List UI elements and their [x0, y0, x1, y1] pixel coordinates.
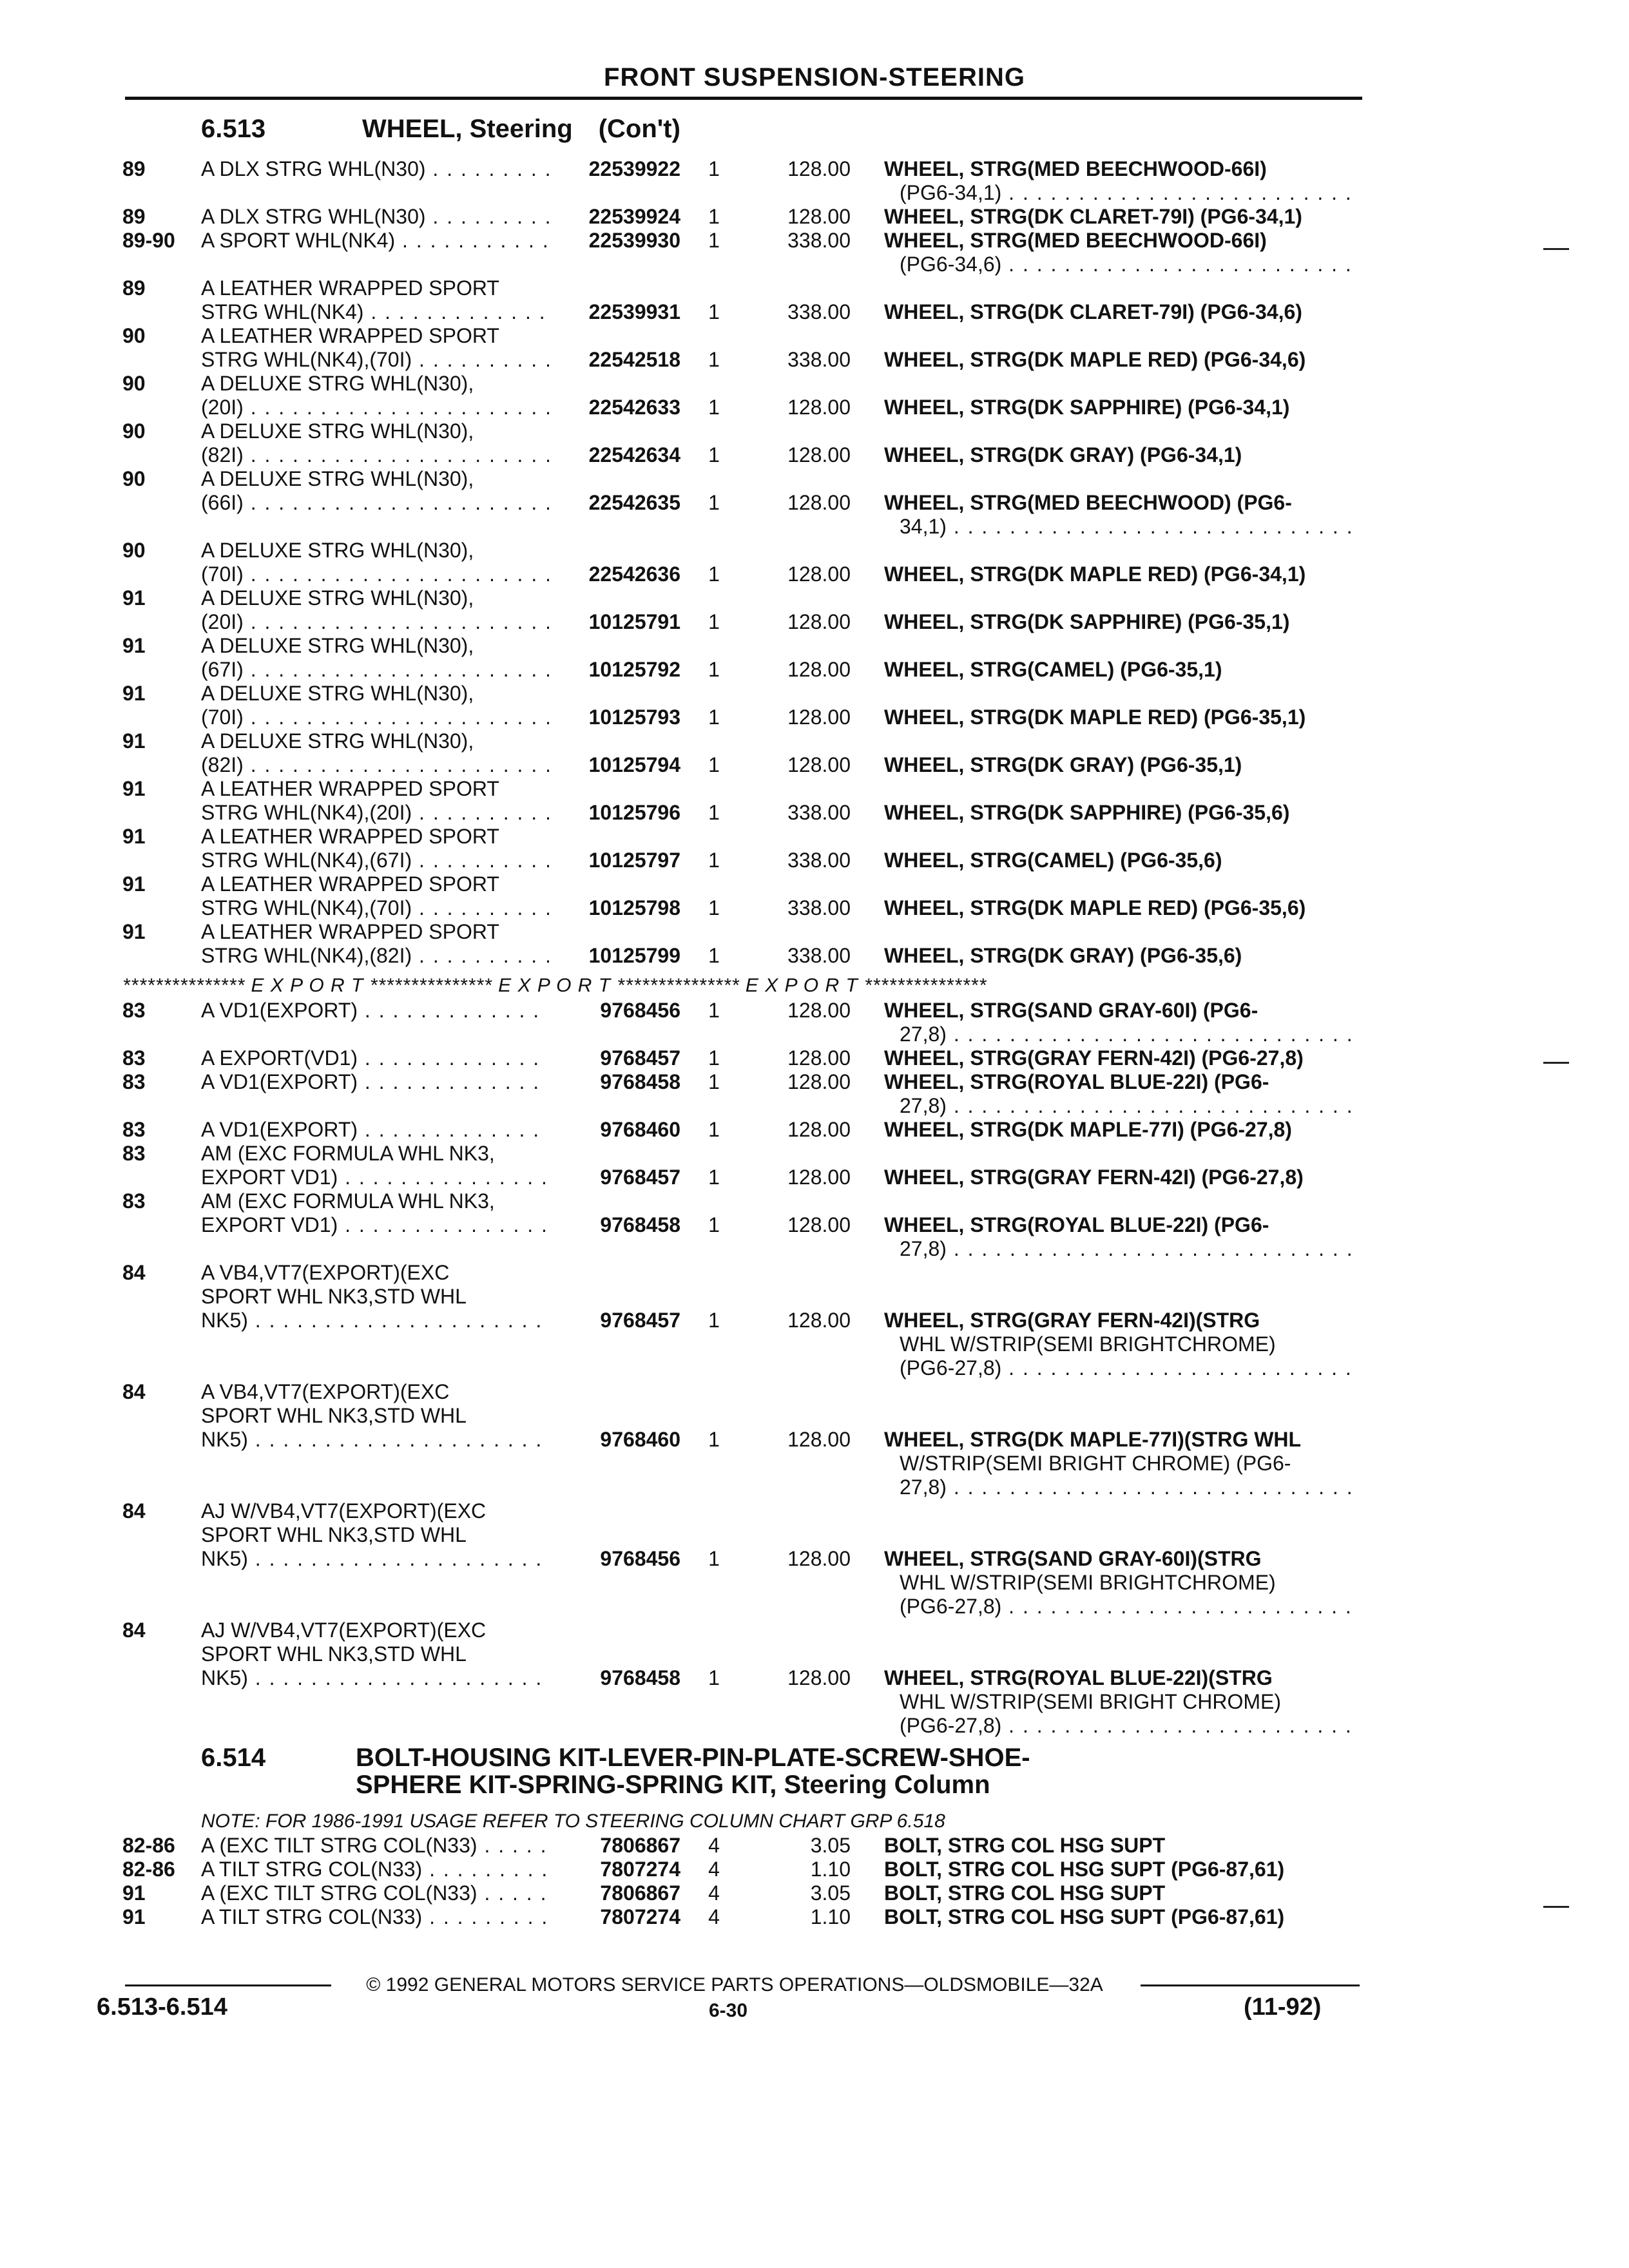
quantity: 1 — [708, 1666, 720, 1689]
price: 338.00 — [787, 229, 851, 252]
usage-description: A VB4,VT7(EXPORT)(EXC — [201, 1380, 450, 1403]
model-year: 84 — [122, 1380, 146, 1403]
model-year: 91 — [122, 920, 146, 943]
price: 338.00 — [787, 896, 851, 919]
price: 128.00 — [787, 562, 851, 586]
quantity: 1 — [708, 562, 720, 586]
copyright: © 1992 GENERAL MOTORS SERVICE PARTS OPERATIONS—OLDSMOBILE—32A — [366, 1974, 1103, 1995]
usage-description: (66I) . . . — [201, 491, 549, 514]
model-year: 91 — [122, 1905, 146, 1928]
part-number: 10125796 — [588, 801, 680, 824]
model-year: 84 — [122, 1261, 146, 1284]
section-number: 6.513 — [201, 115, 266, 143]
usage-description: (82I) . . . — [201, 443, 549, 466]
price: 128.00 — [787, 658, 851, 681]
quantity: 1 — [708, 491, 720, 514]
model-year: 91 — [122, 777, 146, 800]
part-name: (PG6-27,8) . . . — [900, 1356, 1354, 1379]
usage-description: AJ W/VB4,VT7(EXPORT)(EXC — [201, 1499, 487, 1523]
export-banner: *************** E X P O R T *************** E X P O R T *************** E X P O R T *************** — [122, 975, 987, 996]
price: 338.00 — [787, 944, 851, 967]
usage-description: NK5) . . . — [201, 1666, 549, 1689]
usage-description: STRG WHL(NK4),(67I) . . . — [201, 849, 549, 872]
part-number: 7807274 — [600, 1905, 680, 1928]
model-year: 83 — [122, 1118, 146, 1141]
quantity: 1 — [708, 753, 720, 776]
footer-rule-right — [1141, 1984, 1360, 1986]
quantity: 1 — [708, 157, 720, 180]
part-number: 10125793 — [588, 706, 680, 729]
price: 128.00 — [787, 443, 851, 466]
usage-description: A TILT STRG COL(N33) . . . — [201, 1858, 549, 1881]
price: 128.00 — [787, 1547, 851, 1570]
usage-description: A LEATHER WRAPPED SPORT — [201, 825, 499, 848]
usage-description: A DELUXE STRG WHL(N30), — [201, 634, 474, 657]
part-name: WHEEL, STRG(CAMEL) (PG6-35,1) — [884, 658, 1222, 681]
usage-description: SPORT WHL NK3,STD WHL — [201, 1404, 467, 1427]
model-year: 91 — [122, 825, 146, 848]
model-year: 82-86 — [122, 1858, 175, 1881]
part-number: 10125799 — [588, 944, 680, 967]
part-name: 27,8) . . . — [900, 1237, 1354, 1260]
usage-description: A DELUXE STRG WHL(N30), — [201, 729, 474, 753]
usage-note: NOTE: FOR 1986-1991 USAGE REFER TO STEERING COLUMN CHART GRP 6.518 — [201, 1811, 945, 1832]
usage-description: A EXPORT(VD1) . . . — [201, 1046, 549, 1070]
part-number: 9768457 — [600, 1166, 680, 1189]
part-name: WHL W/STRIP(SEMI BRIGHTCHROME) — [900, 1332, 1276, 1356]
usage-description: NK5) . . . — [201, 1428, 549, 1451]
section-title-line1: BOLT-HOUSING KIT-LEVER-PIN-PLATE-SCREW-SHOE- — [356, 1744, 1030, 1772]
price: 128.00 — [787, 753, 851, 776]
usage-description: A LEATHER WRAPPED SPORT — [201, 276, 499, 300]
part-name: BOLT, STRG COL HSG SUPT — [884, 1834, 1166, 1857]
quantity: 1 — [708, 300, 720, 323]
model-year: 89 — [122, 157, 146, 180]
price: 128.00 — [787, 1428, 851, 1451]
model-year: 84 — [122, 1499, 146, 1523]
price: 128.00 — [787, 1046, 851, 1070]
usage-description: A LEATHER WRAPPED SPORT — [201, 324, 499, 347]
part-number: 9768458 — [600, 1666, 680, 1689]
price: 128.00 — [787, 205, 851, 228]
header-rule — [125, 97, 1362, 100]
usage-description: (20I) . . . — [201, 396, 549, 419]
part-name: WHEEL, STRG(DK MAPLE RED) (PG6-35,6) — [884, 896, 1306, 919]
part-name: WHEEL, STRG(DK SAPPHIRE) (PG6-34,1) — [884, 396, 1290, 419]
quantity: 1 — [708, 1166, 720, 1189]
usage-description: STRG WHL(NK4),(70I) . . . — [201, 896, 549, 919]
price: 338.00 — [787, 849, 851, 872]
part-name: BOLT, STRG COL HSG SUPT (PG6-87,61) — [884, 1858, 1285, 1881]
usage-description: A VD1(EXPORT) . . . — [201, 1070, 549, 1093]
model-year: 83 — [122, 1046, 146, 1070]
part-name: 27,8) . . . — [900, 1094, 1354, 1117]
model-year: 91 — [122, 1881, 146, 1905]
price: 3.05 — [810, 1881, 851, 1905]
part-number: 7807274 — [600, 1858, 680, 1881]
part-name: WHEEL, STRG(DK GRAY) (PG6-34,1) — [884, 443, 1242, 466]
part-name: WHEEL, STRG(DK MAPLE RED) (PG6-34,6) — [884, 348, 1306, 371]
part-name: BOLT, STRG COL HSG SUPT — [884, 1881, 1166, 1905]
usage-description: SPORT WHL NK3,STD WHL — [201, 1642, 467, 1666]
quantity: 4 — [708, 1881, 720, 1905]
part-name: WHEEL, STRG(ROYAL BLUE-22I)(STRG — [884, 1666, 1273, 1689]
price: 128.00 — [787, 396, 851, 419]
part-number: 9768460 — [600, 1428, 680, 1451]
model-year: 82-86 — [122, 1834, 175, 1857]
part-number: 9768456 — [600, 1547, 680, 1570]
part-name: WHEEL, STRG(DK CLARET-79I) (PG6-34,1) — [884, 205, 1302, 228]
model-year: 84 — [122, 1619, 146, 1642]
section-number: 6.514 — [201, 1744, 266, 1772]
quantity: 1 — [708, 801, 720, 824]
page-title: FRONT SUSPENSION-STEERING — [604, 63, 1025, 91]
price: 1.10 — [810, 1905, 851, 1928]
part-number: 9768458 — [600, 1213, 680, 1236]
section-6514-heading — [201, 1744, 1030, 1772]
quantity: 4 — [708, 1834, 720, 1857]
quantity: 1 — [708, 849, 720, 872]
model-year: 83 — [122, 999, 146, 1022]
section-6513-heading — [201, 115, 680, 144]
margin-mark — [1543, 1906, 1569, 1908]
price: 128.00 — [787, 1213, 851, 1236]
model-year: 90 — [122, 539, 146, 562]
usage-description: SPORT WHL NK3,STD WHL — [201, 1285, 467, 1308]
usage-description: A VD1(EXPORT) . . . — [201, 999, 549, 1022]
part-name: WHEEL, STRG(MED BEECHWOOD-66I) — [884, 157, 1267, 180]
usage-description: A DLX STRG WHL(N30) . . . — [201, 157, 549, 180]
model-year: 90 — [122, 372, 146, 395]
part-number: 9768458 — [600, 1070, 680, 1093]
usage-description: SPORT WHL NK3,STD WHL — [201, 1523, 467, 1546]
model-year: 90 — [122, 467, 146, 490]
usage-description: A DELUXE STRG WHL(N30), — [201, 539, 474, 562]
part-name: (PG6-34,6) . . . — [900, 253, 1354, 276]
price: 128.00 — [787, 491, 851, 514]
usage-description: A (EXC TILT STRG COL(N33) . . . — [201, 1834, 549, 1857]
part-name: (PG6-27,8) . . . — [900, 1595, 1354, 1618]
part-name: WHEEL, STRG(DK MAPLE-77I)(STRG WHL — [884, 1428, 1302, 1451]
model-year: 91 — [122, 729, 146, 753]
part-name: WHEEL, STRG(ROYAL BLUE-22I) (PG6- — [884, 1213, 1269, 1236]
part-number: 10125797 — [588, 849, 680, 872]
usage-description: A DELUXE STRG WHL(N30), — [201, 419, 474, 443]
usage-description: (20I) . . . — [201, 610, 549, 633]
part-number: 9768460 — [600, 1118, 680, 1141]
part-name: WHEEL, STRG(ROYAL BLUE-22I) (PG6- — [884, 1070, 1269, 1093]
quantity: 1 — [708, 944, 720, 967]
part-number: 7806867 — [600, 1881, 680, 1905]
part-name: WHEEL, STRG(CAMEL) (PG6-35,6) — [884, 849, 1222, 872]
part-number: 9768456 — [600, 999, 680, 1022]
part-name: WHEEL, STRG(DK MAPLE RED) (PG6-34,1) — [884, 562, 1306, 586]
part-name: WHL W/STRIP(SEMI BRIGHT CHROME) — [900, 1690, 1281, 1713]
usage-description: STRG WHL(NK4),(70I) . . . — [201, 348, 549, 371]
usage-description: NK5) . . . — [201, 1309, 549, 1332]
usage-description: AM (EXC FORMULA WHL NK3, — [201, 1142, 495, 1165]
quantity: 1 — [708, 896, 720, 919]
price: 128.00 — [787, 1666, 851, 1689]
price: 128.00 — [787, 157, 851, 180]
part-number: 22542635 — [588, 491, 680, 514]
part-name: (PG6-27,8) . . . — [900, 1714, 1354, 1737]
part-name: W/STRIP(SEMI BRIGHT CHROME) (PG6- — [900, 1452, 1291, 1475]
footer-section-range: 6.513-6.514 — [97, 1994, 227, 2021]
quantity: 1 — [708, 658, 720, 681]
part-name: WHEEL, STRG(DK GRAY) (PG6-35,6) — [884, 944, 1242, 967]
usage-description: (82I) . . . — [201, 753, 549, 776]
usage-description: AJ W/VB4,VT7(EXPORT)(EXC — [201, 1619, 487, 1642]
part-name: WHEEL, STRG(DK SAPPHIRE) (PG6-35,1) — [884, 610, 1290, 633]
usage-description: A TILT STRG COL(N33) . . . — [201, 1905, 549, 1928]
quantity: 1 — [708, 229, 720, 252]
part-name: WHEEL, STRG(MED BEECHWOOD-66I) — [884, 229, 1267, 252]
model-year: 83 — [122, 1142, 146, 1165]
part-name: WHEEL, STRG(MED BEECHWOOD) (PG6- — [884, 491, 1292, 514]
quantity: 1 — [708, 205, 720, 228]
price: 338.00 — [787, 300, 851, 323]
usage-description: (70I) . . . — [201, 706, 549, 729]
usage-description: STRG WHL(NK4),(20I) . . . — [201, 801, 549, 824]
usage-description: A DELUXE STRG WHL(N30), — [201, 467, 474, 490]
revision-date: (11-92) — [1244, 1994, 1322, 2021]
part-number: 22542636 — [588, 562, 680, 586]
usage-description: (70I) . . . — [201, 562, 549, 586]
part-number: 22542634 — [588, 443, 680, 466]
section-title-line2: SPHERE KIT-SPRING-SPRING KIT, Steering Column — [356, 1771, 990, 1799]
usage-description: A LEATHER WRAPPED SPORT — [201, 872, 499, 896]
part-number: 22542633 — [588, 396, 680, 419]
price: 128.00 — [787, 610, 851, 633]
price: 128.00 — [787, 1070, 851, 1093]
part-name: WHEEL, STRG(GRAY FERN-42I) (PG6-27,8) — [884, 1166, 1304, 1189]
price: 1.10 — [810, 1858, 851, 1881]
usage-description: A DLX STRG WHL(N30) . . . — [201, 205, 549, 228]
part-name: WHEEL, STRG(DK MAPLE RED) (PG6-35,1) — [884, 706, 1306, 729]
quantity: 4 — [708, 1858, 720, 1881]
part-number: 9768457 — [600, 1046, 680, 1070]
margin-mark — [1543, 248, 1569, 250]
part-name: BOLT, STRG COL HSG SUPT (PG6-87,61) — [884, 1905, 1285, 1928]
usage-description: A DELUXE STRG WHL(N30), — [201, 586, 474, 610]
price: 128.00 — [787, 1118, 851, 1141]
model-year: 91 — [122, 586, 146, 610]
quantity: 1 — [708, 1213, 720, 1236]
part-name: WHEEL, STRG(DK GRAY) (PG6-35,1) — [884, 753, 1242, 776]
quantity: 4 — [708, 1905, 720, 1928]
model-year: 91 — [122, 634, 146, 657]
part-name: WHEEL, STRG(GRAY FERN-42I)(STRG — [884, 1309, 1260, 1332]
usage-description: (67I) . . . — [201, 658, 549, 681]
quantity: 1 — [708, 1118, 720, 1141]
part-name: WHEEL, STRG(SAND GRAY-60I) (PG6- — [884, 999, 1258, 1022]
quantity: 1 — [708, 1070, 720, 1093]
usage-description: A (EXC TILT STRG COL(N33) . . . — [201, 1881, 549, 1905]
usage-description: AM (EXC FORMULA WHL NK3, — [201, 1189, 495, 1213]
part-name: 34,1) . . . — [900, 515, 1354, 538]
quantity: 1 — [708, 396, 720, 419]
model-year: 90 — [122, 324, 146, 347]
part-number: 10125791 — [588, 610, 680, 633]
part-name: 27,8) . . . — [900, 1023, 1354, 1046]
usage-description: STRG WHL(NK4) . . . — [201, 300, 549, 323]
part-number: 22539931 — [588, 300, 680, 323]
quantity: 1 — [708, 1309, 720, 1332]
usage-description: A DELUXE STRG WHL(N30), — [201, 682, 474, 705]
model-year: 91 — [122, 872, 146, 896]
part-number: 22542518 — [588, 348, 680, 371]
part-name: 27,8) . . . — [900, 1475, 1354, 1499]
usage-description: EXPORT VD1) . . . — [201, 1166, 549, 1189]
price: 128.00 — [787, 706, 851, 729]
page-number: 6-30 — [709, 2000, 748, 2021]
model-year: 89 — [122, 205, 146, 228]
usage-description: A VD1(EXPORT) . . . — [201, 1118, 549, 1141]
quantity: 1 — [708, 443, 720, 466]
usage-description: A LEATHER WRAPPED SPORT — [201, 777, 499, 800]
part-name: WHL W/STRIP(SEMI BRIGHTCHROME) — [900, 1571, 1276, 1594]
usage-description: A SPORT WHL(NK4) . . . — [201, 229, 549, 252]
part-name: WHEEL, STRG(GRAY FERN-42I) (PG6-27,8) — [884, 1046, 1304, 1070]
usage-description: A LEATHER WRAPPED SPORT — [201, 920, 499, 943]
part-number: 7806867 — [600, 1834, 680, 1857]
price: 3.05 — [810, 1834, 851, 1857]
price: 128.00 — [787, 999, 851, 1022]
section-title: WHEEL, Steering — [362, 115, 573, 143]
quantity: 1 — [708, 348, 720, 371]
part-number: 10125794 — [588, 753, 680, 776]
part-number: 22539930 — [588, 229, 680, 252]
part-number: 9768457 — [600, 1309, 680, 1332]
part-number: 22539924 — [588, 205, 680, 228]
footer-rule-left — [125, 1984, 331, 1986]
quantity: 1 — [708, 1547, 720, 1570]
quantity: 1 — [708, 610, 720, 633]
part-name: WHEEL, STRG(DK SAPPHIRE) (PG6-35,6) — [884, 801, 1290, 824]
quantity: 1 — [708, 1046, 720, 1070]
part-number: 10125798 — [588, 896, 680, 919]
model-year: 83 — [122, 1189, 146, 1213]
section-cont: (Con't) — [598, 115, 680, 143]
model-year: 90 — [122, 419, 146, 443]
price: 128.00 — [787, 1309, 851, 1332]
price: 338.00 — [787, 801, 851, 824]
model-year: 89 — [122, 276, 146, 300]
price: 128.00 — [787, 1166, 851, 1189]
part-name: WHEEL, STRG(SAND GRAY-60I)(STRG — [884, 1547, 1262, 1570]
usage-description: EXPORT VD1) . . . — [201, 1213, 549, 1236]
quantity: 1 — [708, 1428, 720, 1451]
quantity: 1 — [708, 706, 720, 729]
usage-description: STRG WHL(NK4),(82I) . . . — [201, 944, 549, 967]
margin-mark — [1543, 1062, 1569, 1064]
part-name: (PG6-34,1) . . . — [900, 181, 1354, 204]
part-name: WHEEL, STRG(DK CLARET-79I) (PG6-34,6) — [884, 300, 1302, 323]
usage-description: A VB4,VT7(EXPORT)(EXC — [201, 1261, 450, 1284]
model-year: 89-90 — [122, 229, 175, 252]
usage-description: A DELUXE STRG WHL(N30), — [201, 372, 474, 395]
quantity: 1 — [708, 999, 720, 1022]
model-year: 91 — [122, 682, 146, 705]
part-name: WHEEL, STRG(DK MAPLE-77I) (PG6-27,8) — [884, 1118, 1292, 1141]
part-number: 22539922 — [588, 157, 680, 180]
model-year: 83 — [122, 1070, 146, 1093]
usage-description: NK5) . . . — [201, 1547, 549, 1570]
price: 338.00 — [787, 348, 851, 371]
part-number: 10125792 — [588, 658, 680, 681]
